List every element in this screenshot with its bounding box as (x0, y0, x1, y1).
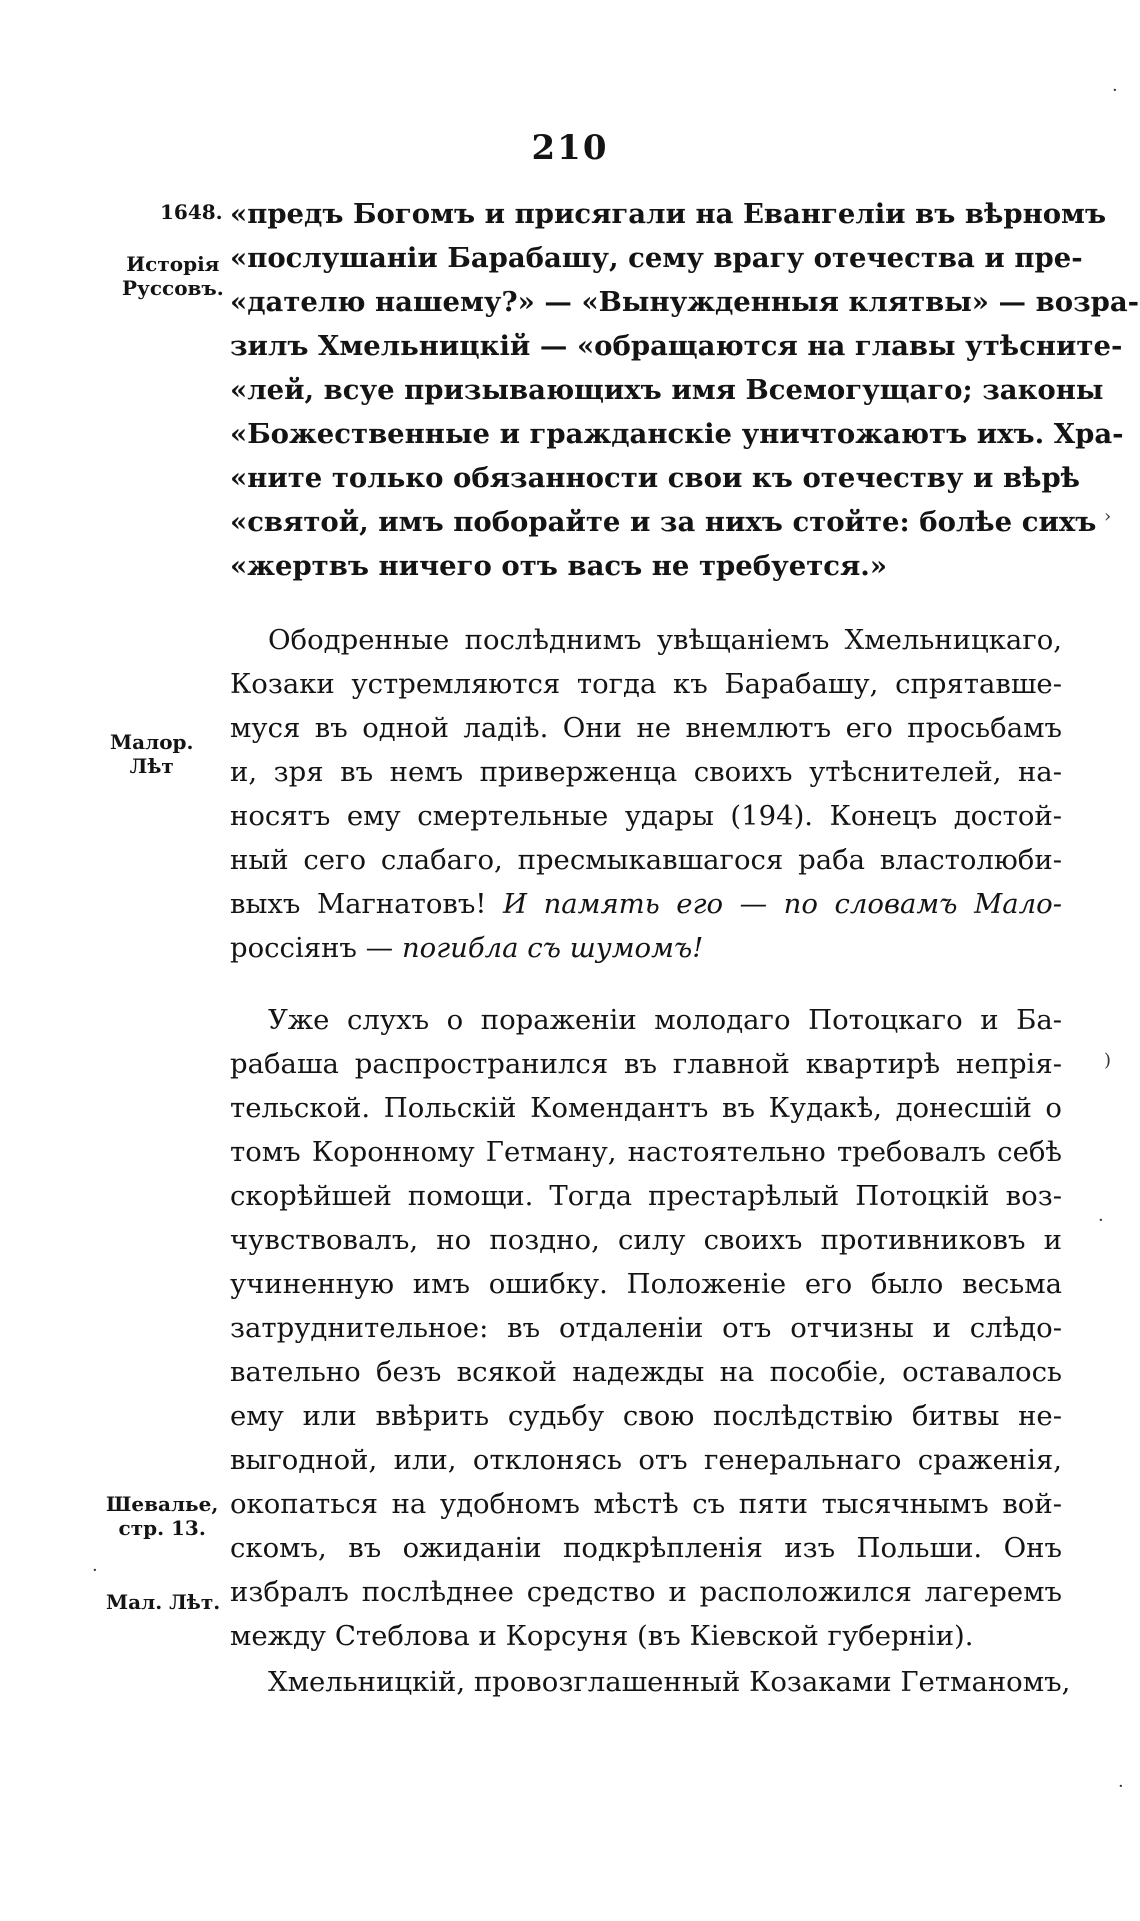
text-line: окопаться на удобномъ мѣстѣ съ пяти тысячнымъ вой- (230, 1488, 1062, 1520)
text-line: томъ Коронному Гетману, настоятельно требовалъ себѣ (230, 1136, 1062, 1168)
text-line (230, 882, 1062, 926)
margin-note-source-malor (110, 730, 194, 778)
text-line: ный сего слабаго, пресмыкавшагося раба властолюби- (230, 844, 1062, 876)
text-line: «послушаніи Барабашу, сему врагу отечества и пре- (230, 242, 1083, 274)
text-line: и, зря въ немъ приверженца своихъ утѣснителей, на- (230, 756, 1062, 788)
text-line: «лей, всуе призывающихъ имя Всемогущаго; законы (230, 374, 1104, 406)
text-line: «ните только обязанности свои къ отечеству и вѣрѣ (230, 462, 1081, 494)
text-line-segment: выхъ Магнатовъ! (230, 888, 487, 920)
page-number: 210 (531, 128, 609, 168)
text-line: тельской. Польскій Комендантъ въ Кудакѣ, донесшій о (230, 1092, 1062, 1124)
scan-speck-mark: · (1112, 80, 1118, 101)
margin-note-source-malor-line2: Лѣт (129, 754, 174, 778)
text-line: муся въ одной ладіѣ. Они не внемлютъ его просьбамъ (230, 712, 1062, 744)
margin-note-source-malor-line1: Малор. (110, 730, 194, 754)
text-line: скорѣйшей помощи. Тогда престарѣлый Потоцкій воз- (230, 1180, 1062, 1212)
text-line: вательно безъ всякой надежды на пособіе, оставалось (230, 1356, 1062, 1388)
text-line: Козаки устремляются тогда къ Барабашу, спрятавше- (230, 668, 1062, 700)
text-line: «дателю нашему?» — «Вынужденныя клятвы» — возра- (230, 286, 1140, 318)
text-line: выгодной, или, отклонясь отъ генеральнаго сраженія, (230, 1444, 1062, 1476)
margin-note-source-chevalier-line2: стр. 13. (118, 1516, 206, 1540)
scan-speck-mark: · (92, 1560, 98, 1581)
scan-speck-mark: · (1118, 1776, 1124, 1797)
text-line-segment: россіянъ — (230, 932, 394, 964)
text-line: учиненную имъ ошибку. Положеніе его было весьма (230, 1268, 1062, 1300)
text-line (230, 926, 1062, 970)
text-line: зилъ Хмельницкій — «обращаются на главы утѣсните- (230, 330, 1123, 362)
margin-note-source-history (122, 252, 224, 300)
text-line: рабаша распространился въ главной квартирѣ непрія- (230, 1048, 1062, 1080)
text-line: Хмельницкій, провозглашенный Козаками Гетманомъ, (268, 1666, 1071, 1698)
text-line: Уже слухъ о пораженіи молодаго Потоцкаго и Ба- (268, 1004, 1062, 1036)
scan-speck-mark: · (1098, 1210, 1104, 1231)
margin-note-source-history-line1: Исторія (126, 252, 220, 276)
margin-note-source-history-line2: Руссовъ. (122, 276, 224, 300)
text-line: избралъ послѣднее средство и расположился лагеремъ (230, 1576, 1062, 1608)
margin-note-source-mal-let: Мал. Лѣт. (106, 1590, 221, 1614)
text-line: ему или ввѣрить судьбу свою послѣдствію битвы не- (230, 1400, 1062, 1432)
text-line-italic-segment: погибла съ шумомъ! (401, 932, 704, 964)
margin-note-year: 1648. (160, 200, 223, 224)
margin-note-source-chevalier-line1: Шевалье, (106, 1492, 219, 1516)
text-line: между Стеблова и Корсуня (въ Кіевской губерніи). (230, 1620, 974, 1652)
text-line: «святой, имъ поборайте и за нихъ стойте: болѣе сихъ (230, 506, 1097, 538)
text-line: скомъ, въ ожиданіи подкрѣпленія изъ Польши. Онъ (230, 1532, 1062, 1564)
text-line: носятъ ему смертельные удары (194). Конецъ достой- (230, 800, 1062, 832)
text-line-italic-segment: И память его — по словамъ Мало- (503, 888, 1062, 920)
text-line: чувствовалъ, но поздно, силу своихъ противниковъ и (230, 1224, 1062, 1256)
text-line: затруднительное: въ отдаленіи отъ отчизны и слѣдо- (230, 1312, 1062, 1344)
scan-speck-mark: ) (1104, 1050, 1112, 1071)
text-line: Ободренные послѣднимъ увѣщаніемъ Хмельницкаго, (268, 624, 1062, 656)
margin-note-source-chevalier (106, 1492, 218, 1540)
text-line: «предъ Богомъ и присягали на Евангеліи въ вѣрномъ (230, 198, 1107, 230)
text-line: «жертвъ ничего отъ васъ не требуется.» (230, 550, 888, 582)
text-line: «Божественные и гражданскіе уничтожаютъ ихъ. Хра- (230, 418, 1124, 450)
scan-speck-mark: › (1104, 506, 1112, 527)
